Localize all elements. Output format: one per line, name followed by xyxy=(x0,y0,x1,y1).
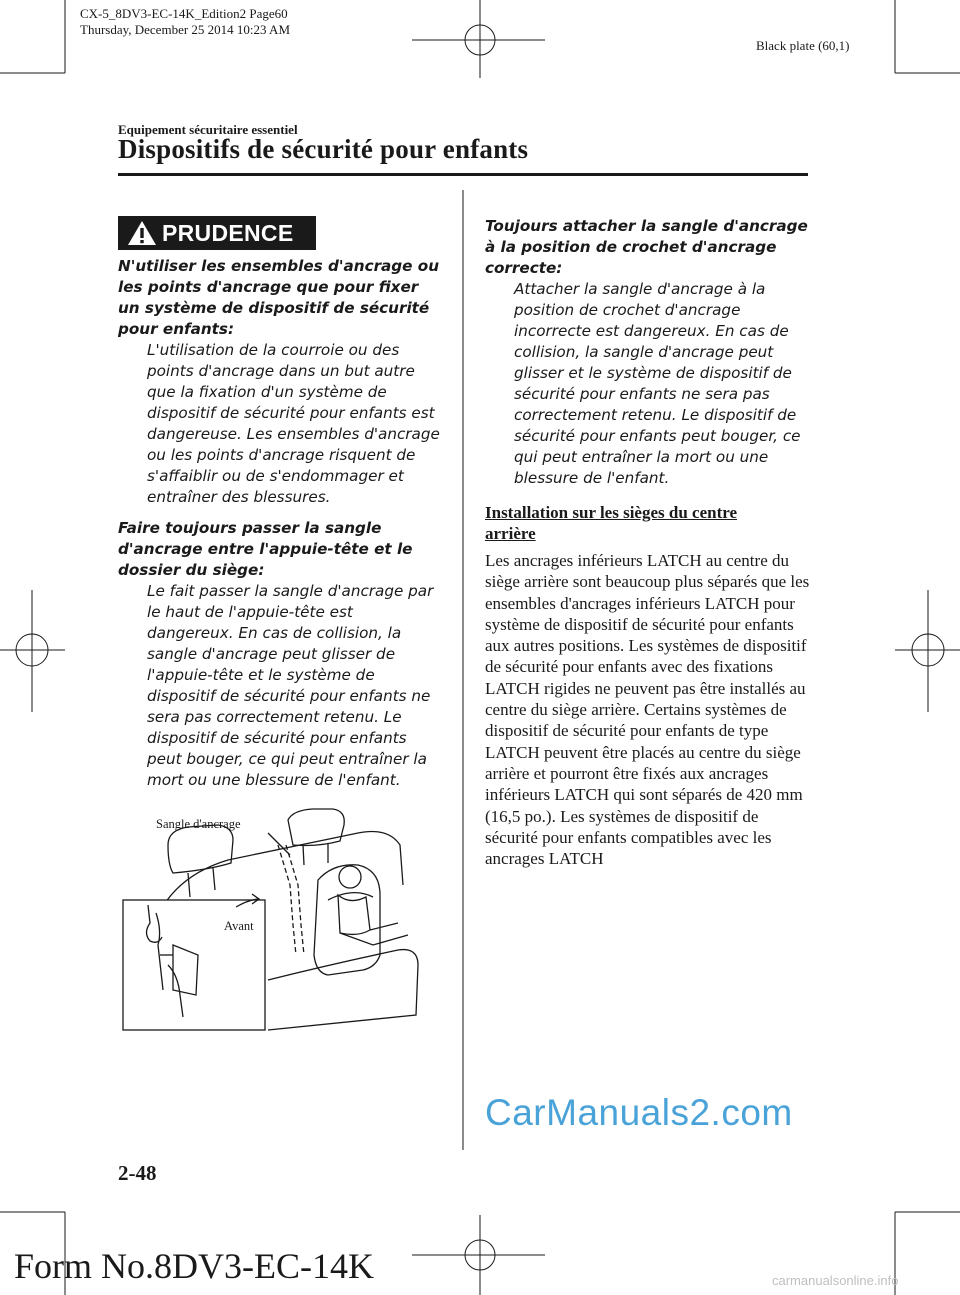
caution-heading: Toujours attacher la sangle d'ancrage à la position de crochet d'ancrage correcte: xyxy=(485,217,808,277)
section-heading: Installation sur les sièges du centre arrière xyxy=(485,503,738,543)
form-number: Form No.8DV3-EC-14K xyxy=(14,1246,374,1286)
caution-item-anchors xyxy=(118,256,443,508)
caution-heading: Faire toujours passer la sangle d'ancrage entre l'appuie-tête et le dossier du siège: xyxy=(118,519,413,579)
watermark-logo: CarManuals2.com xyxy=(485,1092,793,1133)
slug-plate: Black plate (60,1) xyxy=(756,38,850,53)
rear-seat-drawing xyxy=(118,805,448,1035)
caution-body: Le fait passer la sangle d'ancrage par le haut de l'appuie-tête est dangereux. En cas de collision, la sangle d'ancrage peut glisser de l'appuie-tête et le système de dispositif de sécurité pour enfants ne sera pas correctement retenu. Le dispositif de sécurité pour enfants peut bouger, ce qui peut entraîner la mort ou une blessure de l'enfant. xyxy=(147,582,434,789)
warning-icon xyxy=(127,219,157,247)
front-label: Avant xyxy=(224,919,254,933)
page-title: Dispositifs de sécurité pour enfants xyxy=(118,134,529,164)
caution-body: L'utilisation de la courroie ou des points d'ancrage dans un but autre que la fixation d'un système de dispositif de sécurité pour enfants est dangereuse. Les ensembles d'ancrage ou les points d'ancrage risquent de s'affaiblir ou de s'endommager et entraîner des blessures. xyxy=(147,341,440,506)
strap-label: Sangle d'ancrage xyxy=(156,817,241,831)
section-label: Equipement sécuritaire essentiel xyxy=(118,122,298,137)
caution-label: PRUDENCE xyxy=(162,220,294,246)
caution-heading: N'utiliser les ensembles d'ancrage ou les points d'ancrage que pour fixer un système de dispositif de sécurité pour enfants: xyxy=(118,257,440,338)
tether-illustration xyxy=(118,805,448,1035)
slug-file: CX-5_8DV3-EC-14K_Edition2 Page60 xyxy=(80,6,288,21)
caution-item-routing xyxy=(118,518,443,791)
caution-item-hook xyxy=(485,216,810,489)
caution-badge xyxy=(118,216,316,250)
caution-body: Attacher la sangle d'ancrage à la position de crochet d'ancrage incorrecte est dangereux. En cas de collision, la sangle d'ancrage peut glisser et le système de dispositif de sécurité pour enfants ne sera pas correctement retenu. Le dispositif de sécurité pour enfants peut bouger, ce qui peut entraîner la mort ou une blessure de l'enfant. xyxy=(514,280,801,487)
slug-timestamp: Thursday, December 25 2014 10:23 AM xyxy=(80,22,291,37)
title-rule xyxy=(118,173,808,176)
site-credit: carmanualsonline.info xyxy=(772,1273,899,1288)
page-number: 2-48 xyxy=(118,1161,157,1185)
section-paragraph: Les ancrages inférieurs LATCH au centre du siège arrière sont beaucoup plus séparés que les ensembles d'ancrages inférieurs LATCH pour système de dispositif de sécurité pour enfants aux autres positions. Les systèmes de dispositif de sécurité pour enfants avec des fixations LATCH rigides ne peuvent pas être installés au centre du siège arrière. Certains systèmes de dispositif de sécurité pour enfants de type LATCH peuvent être placés au centre du siège arrière et pourront être fixés aux ancrages inférieurs LATCH qui sont séparés de 420 mm (16,5 po.). Les systèmes de dispositif de sécurité pour enfants compatibles avec les ancrages LATCH xyxy=(485,551,810,869)
